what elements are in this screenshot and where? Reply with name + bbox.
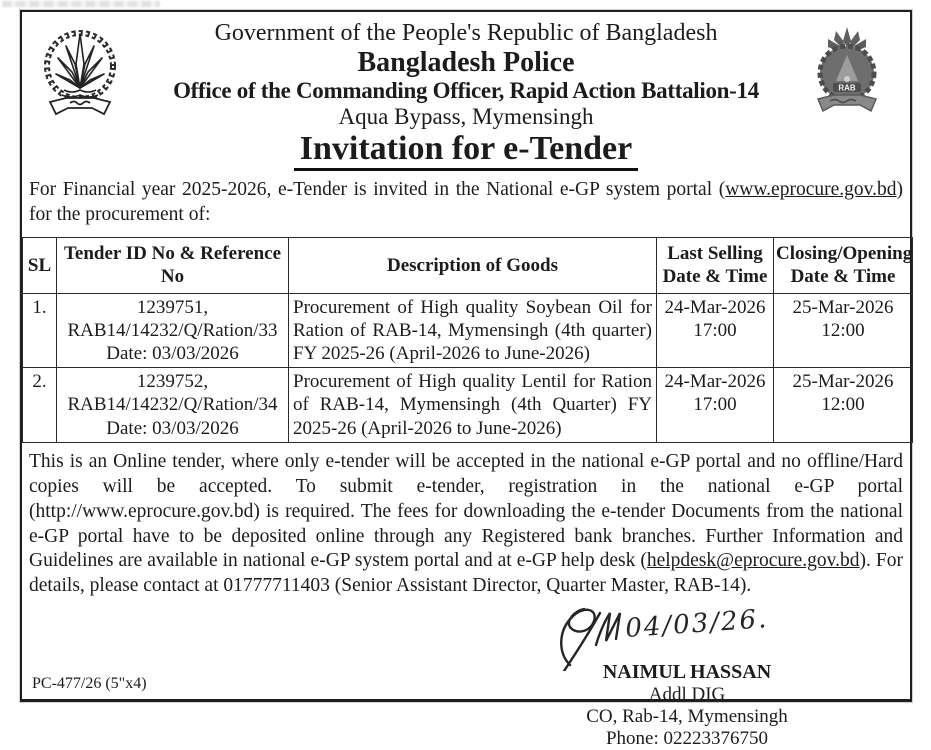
intro-paragraph — [29, 178, 903, 228]
row2-description: Procurement of High quality Lentil for Ration of RAB-14, Mymensingh (4th Quarter) FY 2025-26 (April-2026 to June-2026) — [289, 368, 657, 443]
tender-notice — [20, 10, 913, 750]
tender-table — [22, 237, 913, 442]
intro-text-before: For Financial year 2025-2026, e-Tender is invited in the National e-GP system portal ( — [29, 179, 726, 201]
col-header-description: Description of Goods — [289, 238, 657, 293]
row2-sl: 2. — [23, 368, 57, 443]
row1-closing: 25-Mar-2026 12:00 — [774, 293, 913, 368]
title-row — [22, 130, 910, 171]
header-text-block — [132, 20, 800, 130]
table-row — [23, 293, 913, 368]
address-line: Aqua Bypass, Mymensingh — [338, 103, 594, 129]
government-line: Government of the People's Republic of Bangladesh — [214, 20, 718, 46]
row1-tender-id: 1239751, RAB14/14232/Q/Ration/33 Date: 03/03/2026 — [57, 293, 289, 368]
svg-text:04/03/26.: 04/03/26. — [624, 604, 770, 645]
notice-title: Invitation for e-Tender — [294, 130, 638, 171]
bangladesh-police-logo-icon — [32, 24, 128, 126]
table-row — [23, 368, 913, 443]
signatory-name: NAIMUL HASSAN — [602, 661, 772, 684]
notice-header — [22, 12, 910, 128]
row1-sl: 1. — [23, 293, 57, 368]
signature-image — [522, 601, 852, 667]
signature-block — [522, 601, 852, 750]
col-header-closing: Closing/Opening Date & Time — [774, 238, 913, 293]
helpdesk-email-link[interactable]: helpdesk@eprocure.gov.bd — [646, 550, 860, 572]
scan-artifact — [2, 1, 160, 7]
signatory-office: CO, Rab-14, Mymensingh — [586, 706, 788, 728]
organization-name: Bangladesh Police — [357, 46, 575, 78]
row1-last-selling: 24-Mar-2026 17:00 — [657, 293, 774, 368]
row2-tender-id: 1239752, RAB14/14232/Q/Ration/34 Date: 03/03/2026 — [57, 368, 289, 443]
col-header-tender-id: Tender ID No & Reference No — [57, 238, 289, 293]
signatory-designation: Addl DIG — [648, 684, 726, 706]
rab-logo-icon — [806, 25, 888, 125]
col-header-last-selling: Last Selling Date & Time — [657, 238, 774, 293]
conditions-text-after: ). For details, please contact at 01777711403 (Senior Assistant Director, Quarter Master, RAB-14). — [29, 550, 903, 597]
conditions-paragraph — [29, 450, 903, 600]
office-line: Office of the Commanding Officer, Rapid Action Battalion-14 — [173, 78, 759, 104]
intro-text-after: ) for the procurement of: — [29, 179, 903, 226]
row2-closing: 25-Mar-2026 12:00 — [774, 368, 913, 443]
svg-text:RAB: RAB — [838, 83, 856, 93]
row2-last-selling: 24-Mar-2026 17:00 — [657, 368, 774, 443]
eprocure-portal-link[interactable]: www.eprocure.gov.bd — [725, 179, 897, 201]
conditions-text-before: This is an Online tender, where only e-tender will be accepted in the national e-GP portal and no offline/Hard copies will be accepted. To submit e-tender, registration in the national e-GP portal (http://www.eprocure.gov.bd) is required. The fees for downloading the e-tender Documents from the national e-GP portal have to be deposited online through any Registered bank branches. Further Information and Guidelines are available in national e-GP system portal and at e-GP help desk ( — [29, 450, 903, 572]
press-code: PC-477/26 (5"x4) — [32, 675, 147, 692]
row1-description: Procurement of High quality Soybean Oil for Ration of RAB-14, Mymensingh (4th quarter) FY 2025-26 (April-2026 to June-2026) — [289, 293, 657, 368]
col-header-sl: SL — [23, 238, 57, 293]
signatory-phone: Phone: 02223376750 — [605, 728, 769, 750]
table-header-row — [23, 238, 913, 293]
